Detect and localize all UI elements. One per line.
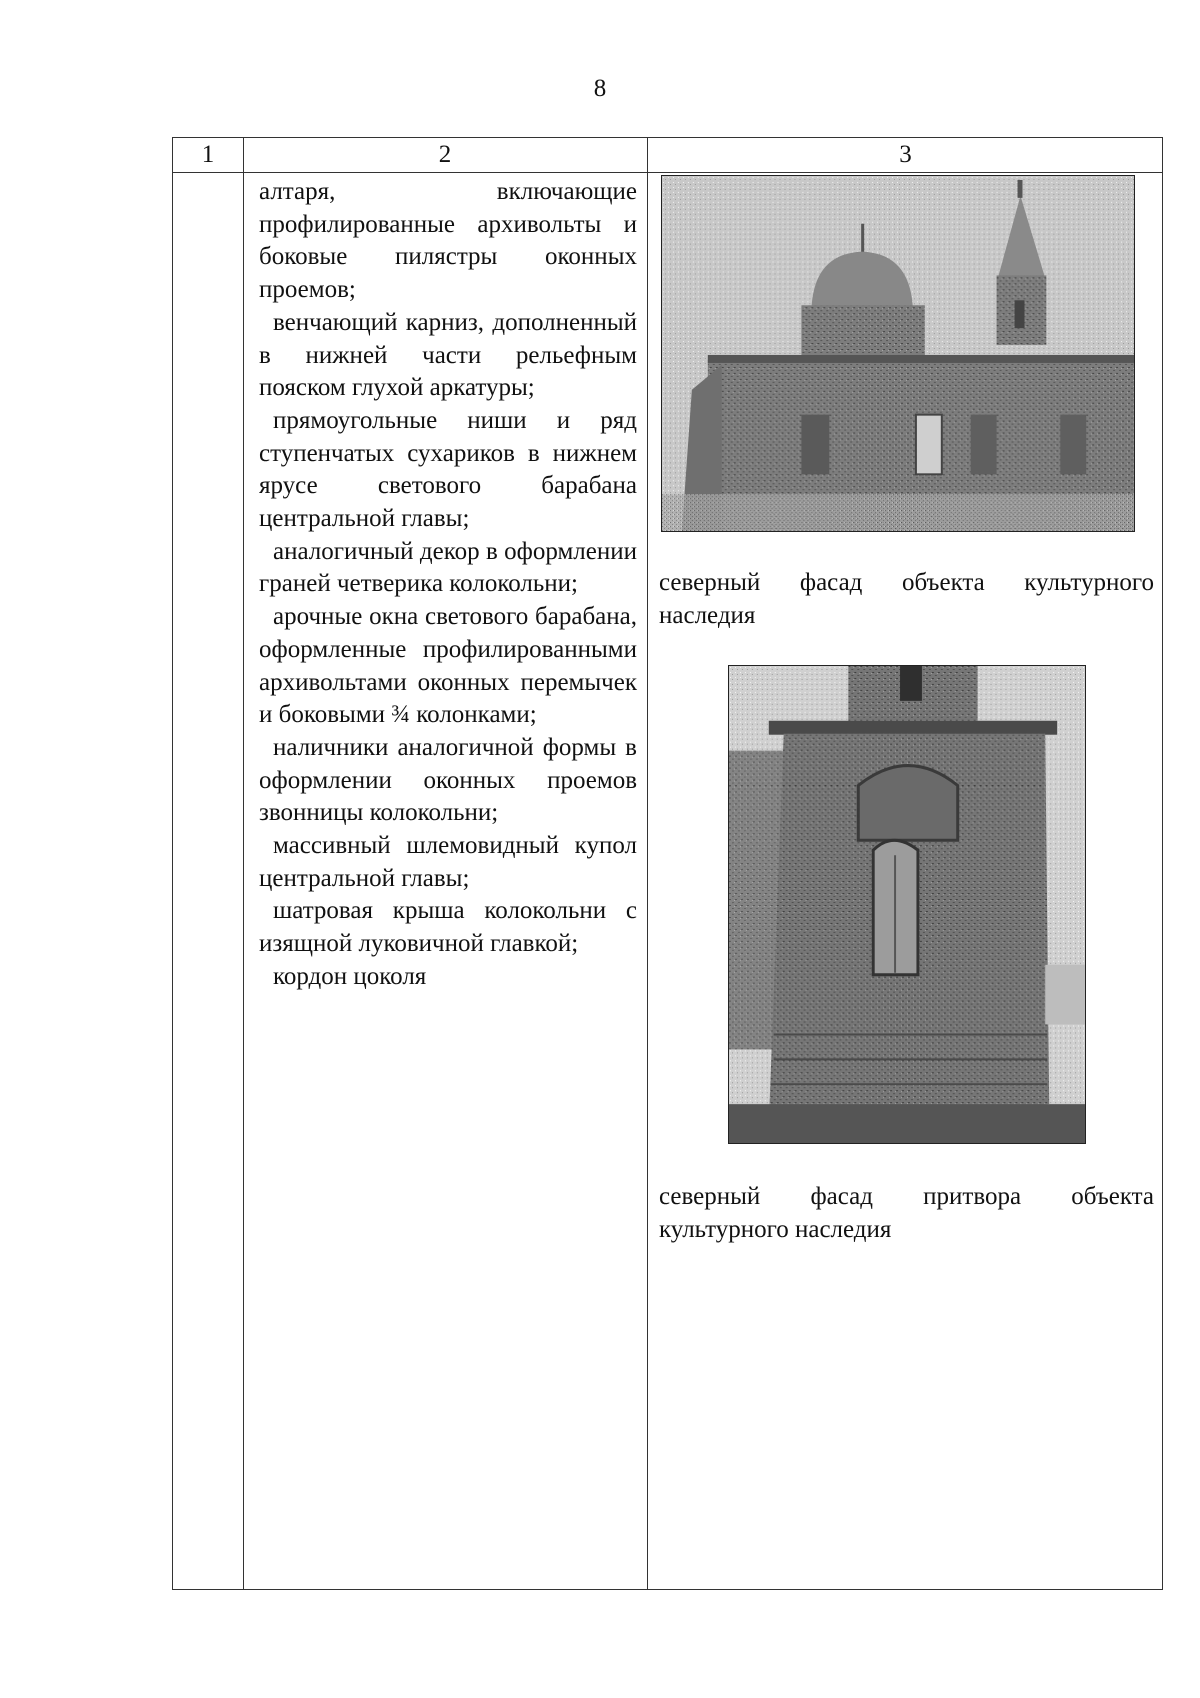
description-item: аналогичный декор в оформлении граней четверика колокольни; xyxy=(259,537,637,598)
photo-caption: северный фасад объекта культурного наследия xyxy=(659,569,1154,629)
column-divider xyxy=(243,138,244,1589)
church-facade-illustration xyxy=(662,176,1134,531)
description-item: венчающий карниз, дополненный в нижней части рельефным пояском глухой аркатуры; xyxy=(259,308,637,402)
column-number-1: 1 xyxy=(201,141,215,168)
narthex-facade-photo xyxy=(728,665,1086,1144)
table xyxy=(172,137,1163,1590)
description-item: кордон цоколя xyxy=(273,962,427,990)
column-divider xyxy=(647,138,648,1589)
description-item: шатровая крыша колокольни с изящной луковичной главкой; xyxy=(259,897,637,958)
description-list xyxy=(259,176,637,994)
description-item: алтаря, включающие профилированные архивольты и боковые пилястры оконных проемов; xyxy=(259,178,637,304)
photo-caption: северный фасад притвора объекта культурного наследия xyxy=(659,1183,1154,1243)
header-divider xyxy=(173,172,1162,173)
description-item: прямоугольные ниши и ряд ступенчатых сухариков в нижнем ярусе светового барабана центральной главы; xyxy=(259,406,637,533)
description-item: массивный шлемовидный купол центральной главы; xyxy=(259,832,637,892)
description-item: арочные окна светового барабана, оформленные профилированными архивольтами оконных перемычек и боковыми ¾ колонками; xyxy=(259,603,637,729)
column-number-2: 2 xyxy=(438,141,452,168)
narthex-facade-illustration xyxy=(729,666,1085,1143)
description-item: наличники аналогичной формы в оформлении оконных проемов звонницы колокольни; xyxy=(259,733,637,827)
page-number: 8 xyxy=(593,75,607,102)
column-number-3: 3 xyxy=(899,141,912,168)
church-facade-photo xyxy=(661,175,1135,532)
